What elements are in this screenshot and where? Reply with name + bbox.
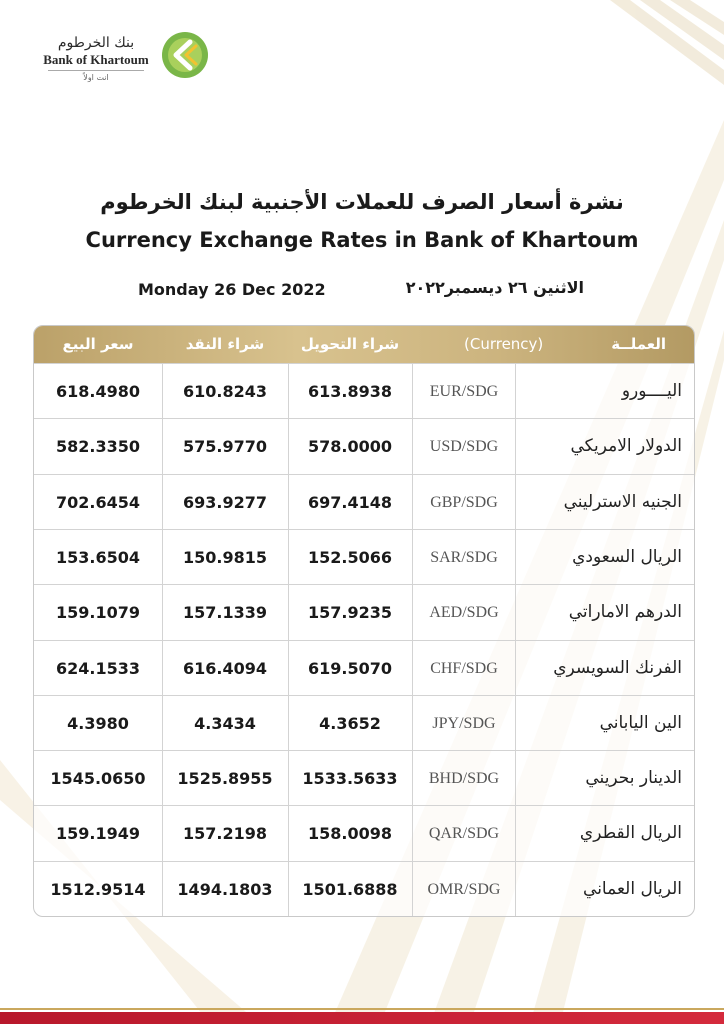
currency-name: الريال العماني xyxy=(583,878,682,899)
transfer-buy-rate: 613.8938 xyxy=(307,382,392,401)
footer-gold-line xyxy=(0,1008,724,1010)
currency-pair: USD/SDG xyxy=(412,419,516,474)
currency-pair: AED/SDG xyxy=(412,585,516,640)
currency-name: الدرهم الاماراتي xyxy=(568,602,682,623)
table-row xyxy=(34,363,694,419)
table-row xyxy=(34,805,694,861)
cash-buy-rate: 1525.8955 xyxy=(177,769,273,789)
currency-pair: OMR/SDG xyxy=(412,862,516,917)
sell-rate: 624.1533 xyxy=(55,658,140,678)
sell-rate: 702.6454 xyxy=(55,492,140,512)
transfer-buy-rate: 157.9235 xyxy=(307,603,392,623)
transfer-buy-rate: 1533.5633 xyxy=(302,769,398,789)
table-row xyxy=(34,861,694,917)
currency-name: الدينار بحريني xyxy=(585,768,682,789)
header-currency-en: (Currency) xyxy=(464,335,544,353)
currency-pair: CHF/SDG xyxy=(412,641,516,696)
title-english: Currency Exchange Rates in Bank of Khartoum xyxy=(85,228,639,252)
bank-logo-icon xyxy=(160,30,210,80)
sell-rate: 153.6504 xyxy=(55,547,140,567)
table-header xyxy=(34,326,694,363)
cash-buy-rate: 157.1339 xyxy=(182,603,267,623)
currency-name: الجنيه الاسترليني xyxy=(563,491,682,512)
cash-buy-rate: 157.2198 xyxy=(182,824,267,844)
sell-rate: 1512.9514 xyxy=(50,879,146,899)
title-arabic: نشرة أسعار الصرف للعملات الأجنبية لبنك الخرطوم xyxy=(100,190,624,214)
cash-buy-rate: 150.9815 xyxy=(182,547,267,567)
cash-buy-rate: 693.9277 xyxy=(182,492,267,512)
date-english: Monday 26 Dec 2022 xyxy=(138,280,326,299)
currency-pair: QAR/SDG xyxy=(412,806,516,861)
sell-rate: 159.1079 xyxy=(55,603,140,623)
currency-pair: SAR/SDG xyxy=(412,530,516,585)
transfer-buy-rate: 158.0098 xyxy=(307,824,392,844)
header-sell: سعر البيع xyxy=(62,335,134,353)
transfer-buy-rate: 578.0000 xyxy=(307,437,392,457)
cash-buy-rate: 4.3434 xyxy=(194,713,256,733)
cash-buy-rate: 616.4094 xyxy=(182,658,267,678)
currency-name: الفرنك السويسري xyxy=(553,657,682,678)
header-currency xyxy=(412,326,694,363)
transfer-buy-rate: 4.3652 xyxy=(319,713,381,733)
date-arabic: الاثنين ٢٦ ديسمبر٢٠٢٢ xyxy=(405,278,584,297)
currency-name: اليــــورو xyxy=(621,381,682,401)
currency-pair: JPY/SDG xyxy=(412,696,516,751)
transfer-buy-rate: 1501.6888 xyxy=(302,879,398,899)
header-currency-ar: العملــة xyxy=(611,335,666,353)
logo-name-en: Bank of Khartoum xyxy=(43,52,149,67)
transfer-buy-rate: 697.4148 xyxy=(307,492,392,512)
currency-name: الريال القطري xyxy=(579,823,682,844)
currency-name: الدولار الامريكي xyxy=(570,436,682,457)
sell-rate: 618.4980 xyxy=(55,382,140,401)
logo-text xyxy=(40,30,152,84)
logo-tagline: انت اولاً xyxy=(48,70,144,84)
exchange-rates-table xyxy=(33,325,695,917)
header-cash-buy: شراء النقد xyxy=(185,335,265,353)
currency-pair: BHD/SDG xyxy=(412,751,516,806)
logo-name-ar: بنك الخرطوم xyxy=(57,35,135,51)
sell-rate: 582.3350 xyxy=(55,437,140,457)
cash-buy-rate: 1494.1803 xyxy=(177,879,273,899)
table-row xyxy=(34,529,694,585)
cash-buy-rate: 575.9770 xyxy=(182,437,267,457)
transfer-buy-rate: 619.5070 xyxy=(307,658,392,678)
table-row xyxy=(34,750,694,806)
sell-rate: 159.1949 xyxy=(55,824,140,844)
table-row xyxy=(34,695,694,751)
table-row xyxy=(34,418,694,474)
sell-rate: 1545.0650 xyxy=(50,769,146,789)
currency-name: الريال السعودي xyxy=(572,546,682,567)
footer-red-bar xyxy=(0,1012,724,1024)
table-row xyxy=(34,474,694,530)
table-row xyxy=(34,640,694,696)
transfer-buy-rate: 152.5066 xyxy=(307,547,392,567)
cash-buy-rate: 610.8243 xyxy=(182,382,267,401)
table-row xyxy=(34,584,694,640)
sell-rate: 4.3980 xyxy=(67,713,129,733)
bank-logo xyxy=(40,30,220,100)
currency-pair: GBP/SDG xyxy=(412,475,516,530)
header-transfer-buy: شراء التحويل xyxy=(300,335,400,353)
currency-name: الين الياباني xyxy=(599,712,682,733)
currency-pair: EUR/SDG xyxy=(412,364,516,419)
